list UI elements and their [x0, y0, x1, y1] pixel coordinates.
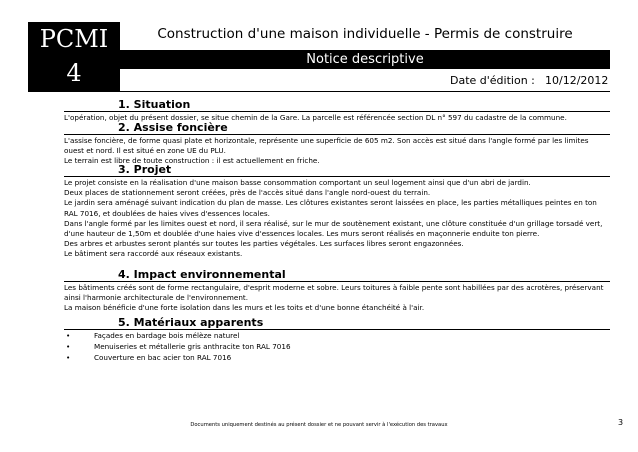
section-body — [64, 329, 610, 363]
bullet-icon: • — [66, 331, 71, 340]
document-code-line1: PCMI — [39, 25, 109, 53]
paragraph: Deux places de stationnement seront créées, près de l'accès situé dans l'angle nord-ouest du terrain. — [64, 188, 431, 198]
list-item — [64, 342, 610, 353]
paragraph: L'opération, objet du présent dossier, se situe chemin de la Gare. La parcelle est référencée section DL n° 597 du cadastre de la commune. — [64, 113, 567, 122]
paragraph: L'assise foncière, de forme quasi plate et horizontale, représente une superficie de 605 m2. Son accès est situé dans l'angle formé par les limites ouest et nord. Il est situé en zone UE du PLU. — [64, 136, 589, 156]
paragraph: Le jardin sera aménagé suivant indication du plan de masse. Les clôtures existantes seront laissées en place, les parties métalliques peintes en ton RAL 7016, et doublées de haies vives d'essences locales. — [64, 198, 597, 218]
paragraph: La maison bénéficie d'une forte isolation dans les murs et les toits et d'une bonne étanchéité à l'air. — [64, 303, 425, 313]
edition-row — [120, 72, 610, 90]
paragraph: Des arbres et arbustes seront plantés sur toutes les parties végétales. Les surfaces libres seront engazonnées. — [64, 239, 464, 249]
document-code-block — [28, 22, 120, 92]
list-item — [64, 331, 610, 342]
header-divider — [64, 91, 610, 92]
section-materiaux-apparents — [64, 316, 610, 363]
section-title: 3. Projet — [118, 163, 172, 176]
document-code-line2: 4 — [66, 59, 82, 87]
list-item-text: Menuiseries et métallerie gris anthracite ton RAL 7016 — [94, 341, 291, 351]
paragraph: Dans l'angle formé par les limites ouest et nord, il sera réalisé, sur le mur de soutènement existant, une clôture constituée d'un grillage torsadé vert, d'une hauteur de 1,50m et doublée d'une haies vive d'essences locales. Les murs seront réalisés en maçonnerie enduite ton pierre. — [64, 218, 603, 239]
paragraph: Le projet consiste en la réalisation d'une maison basse consommation comportant un seul logement ainsi que d'un abri de jardin. — [64, 178, 531, 187]
list-item-text: Couverture en bac acier ton RAL 7016 — [94, 352, 232, 362]
page-number: 3 — [618, 418, 624, 427]
edition-date: 10/12/2012 — [545, 74, 609, 87]
document-subtitle: Notice descriptive — [120, 50, 610, 69]
section-projet — [64, 163, 610, 260]
document-title: Construction d'une maison individuelle - Permis de construire — [157, 26, 573, 42]
footer-note: Documents uniquement destinés au présent dossier et ne pouvant servir à l'exécution des travaux — [190, 422, 448, 428]
section-title: 1. Situation — [118, 98, 191, 111]
list-item — [64, 353, 610, 364]
section-body — [64, 134, 610, 167]
paragraph: Les bâtiments créés sont de forme rectangulaire, d'esprit moderne et sobre. Leurs toitures à faible pente sont habillées par des acrotères, préservant ainsi l'harmonie architecturale de l'environnement. — [64, 283, 604, 303]
paragraph: Le terrain est libre de toute construction : il est actuellement en friche. — [64, 156, 320, 166]
section-situation — [64, 98, 610, 123]
paragraph: Le bâtiment sera raccordé aux réseaux existants. — [64, 249, 243, 259]
section-body — [64, 281, 610, 314]
section-body — [64, 176, 610, 260]
section-title: 4. Impact environnemental — [118, 268, 286, 281]
bullet-icon: • — [66, 352, 71, 362]
section-title: 2. Assise foncière — [118, 121, 228, 134]
section-title: 5. Matériaux apparents — [118, 316, 264, 329]
materials-list — [64, 331, 610, 363]
section-impact-environnemental — [64, 268, 610, 314]
section-assise-fonciere — [64, 121, 610, 167]
list-item-text: Façades en bardage bois mélèze naturel — [94, 331, 240, 340]
edition-label: Date d'édition : — [450, 74, 535, 87]
bullet-icon: • — [66, 341, 71, 351]
